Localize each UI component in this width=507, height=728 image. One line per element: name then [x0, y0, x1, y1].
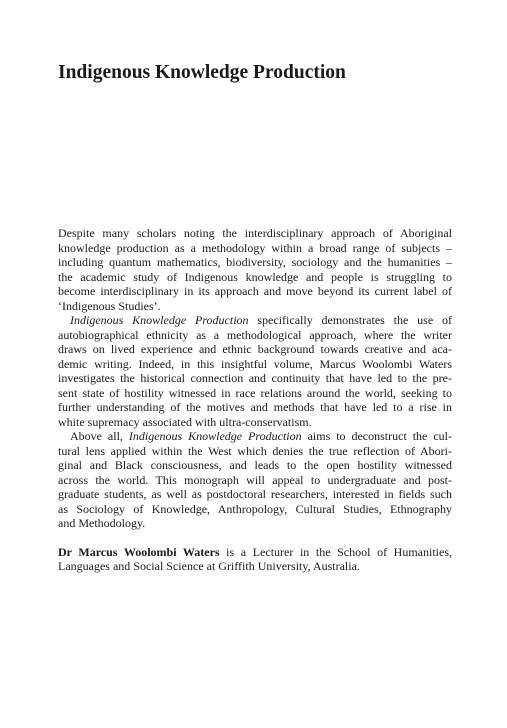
paragraph-2-line: autobiographical ethnicity as a methodological approach, where the writer — [58, 327, 452, 342]
paragraph-3-first-line-pre: Above all, — [70, 429, 129, 443]
paragraph-gap — [58, 531, 452, 545]
paragraph-3-line: across the world. This monograph will appeal to undergraduate and post- — [58, 472, 452, 487]
paragraph-1-line: the academic study of Indigenous knowledge and people is struggling to — [58, 269, 452, 284]
paragraph-3-line: ginal and Black consciousness, and leads to the open hostility witnessed — [58, 458, 452, 472]
paragraph-1-line: ‘Indigenous Studies’. — [58, 298, 161, 313]
book-description — [58, 226, 452, 574]
paragraph-1-line: Despite many scholars noting the interdisciplinary approach of Aboriginal — [58, 226, 452, 240]
author-bio-line — [58, 545, 452, 560]
paragraph-3-line: graduate students, as well as postdoctoral researchers, interested in fields such — [58, 487, 452, 501]
paragraph-3-line: tural lens applied within the West which denies the true reflection of Abori- — [58, 443, 452, 458]
paragraph-2-line: further understanding of the motives and methods that have led to a rise in — [58, 400, 452, 414]
book-title-italic: Indigenous Knowledge Production — [70, 313, 249, 327]
paragraph-1-line: including quantum mathematics, biodiversity, sociology and the humanities – — [58, 255, 452, 269]
paragraph-2-line: white supremacy associated with ultra-conservatism. — [58, 414, 312, 429]
author-bio-line: Languages and Social Science at Griffith University, Australia. — [58, 559, 360, 573]
book-title-italic: Indigenous Knowledge Production — [128, 429, 302, 443]
paragraph-3-first-line-text: aims to deconstruct the cul- — [301, 429, 452, 443]
book-title: Indigenous Knowledge Production — [58, 62, 346, 83]
paragraph-2-first-line — [58, 313, 452, 328]
paragraph-3-first-line — [58, 429, 452, 444]
author-name: Dr Marcus Woolombi Waters — [58, 544, 220, 559]
paragraph-3-line: and Methodology. — [58, 516, 146, 530]
paragraph-1-line: knowledge production as a methodology within a broad range of subjects – — [58, 240, 452, 255]
paragraph-2-line: demic writing. Indeed, in this insightful volume, Marcus Woolombi Waters — [58, 356, 452, 371]
author-bio-text: is a Lecturer in the School of Humanities, — [219, 544, 452, 559]
paragraph-3-line: as Sociology of Knowledge, Anthropology, Cultural Studies, Ethnography — [58, 501, 452, 516]
paragraph-1-line: become interdisciplinary in its approach and move beyond its current label of — [58, 284, 452, 298]
paragraph-2-line: investigates the historical connection and continuity that have led to the pre- — [58, 371, 452, 385]
paragraph-2-first-line-text: specifically demonstrates the use of — [248, 313, 452, 327]
paragraph-2-line: draws on lived experience and ethnic background towards creative and aca- — [58, 342, 452, 356]
paragraph-2-line: sent state of hostility witnessed in race relations around the world, seeking to — [58, 385, 452, 400]
